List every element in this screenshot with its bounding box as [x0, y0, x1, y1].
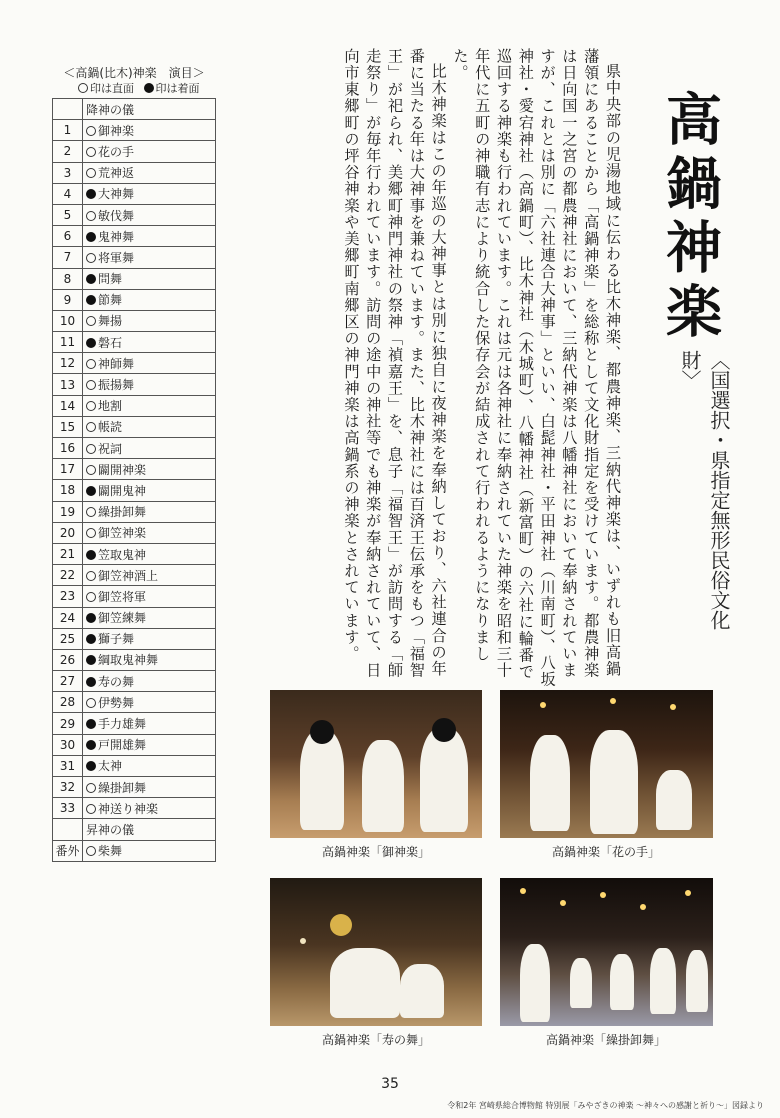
- table-row: [53, 183, 216, 204]
- photo-kotobuki-no-mai: [270, 878, 482, 1026]
- table-item-name: 御笠練舞: [98, 611, 147, 626]
- table-item-name: 帳読: [98, 420, 123, 435]
- table-name-cell: [83, 671, 216, 692]
- open-circle-icon: [86, 168, 96, 178]
- filled-circle-icon: [86, 295, 96, 305]
- table-num-cell: 6: [53, 226, 83, 247]
- table-num-cell: 31: [53, 755, 83, 776]
- table-name-cell: [83, 628, 216, 649]
- body-paragraph-2: 比木神楽はこの年巡の大神事とは別に独自に夜神楽を奉納しており、六社連合の年番に当たる年は大神事を兼ねています。また、比木神社には百済王伝承をもつ「福智王」が祀られ、美郷町神門神社の祭神「禎嘉王」を、息子「福智王」が訪問する「師走祭り」が毎年行われています。訪問の途中の神社等でも神楽が奉納されていて、日向市東郷町の坪谷神楽や美郷町南郷区の神門神楽は高鍋系の神楽とされています。: [342, 48, 448, 679]
- table-row: [53, 353, 216, 374]
- table-name-cell: [83, 162, 216, 183]
- table-name-cell: [83, 480, 216, 501]
- open-circle-icon: [86, 783, 96, 793]
- table-item-name: 寿の舞: [98, 674, 135, 689]
- table-row: [53, 416, 216, 437]
- table-row: [53, 607, 216, 628]
- table-row: [53, 395, 216, 416]
- table-num-cell: 18: [53, 480, 83, 501]
- photo-caption-4: 高鍋神楽「繰掛卸舞」: [545, 1033, 666, 1047]
- table-row: [53, 501, 216, 522]
- table-row: [53, 247, 216, 268]
- table-num-cell: 26: [53, 649, 83, 670]
- open-circle-icon: [86, 592, 96, 602]
- photo-hana-no-te: [500, 690, 713, 838]
- table-item-name: 闢開神楽: [98, 462, 147, 477]
- table-row: [53, 162, 216, 183]
- table-name-cell: [83, 459, 216, 480]
- table-num-cell: 9: [53, 289, 83, 310]
- table-name-cell: [83, 141, 216, 162]
- photo-kurikake-oroshi-mai: [500, 878, 713, 1026]
- table-name-cell: [83, 416, 216, 437]
- table-section-label: 昇神の儀: [83, 819, 216, 840]
- table-item-name: 神送り神楽: [98, 801, 159, 816]
- open-circle-icon: [86, 147, 96, 157]
- table-name-cell: [83, 586, 216, 607]
- open-circle-icon: [86, 571, 96, 581]
- table-row: [53, 798, 216, 819]
- table-row: [53, 628, 216, 649]
- table-name-cell: [83, 565, 216, 586]
- table-item-name: 御笠神酒上: [98, 568, 159, 583]
- table-num-cell: 8: [53, 268, 83, 289]
- open-circle-icon: [86, 380, 96, 390]
- table-row: [53, 734, 216, 755]
- table-num-cell: 28: [53, 692, 83, 713]
- table-name-cell: [83, 332, 216, 353]
- open-circle-icon: [78, 83, 88, 93]
- table-num-cell: 4: [53, 183, 83, 204]
- table-caption: [52, 66, 216, 96]
- table-num-cell: 13: [53, 374, 83, 395]
- program-table: [52, 98, 216, 862]
- table-row: [53, 671, 216, 692]
- table-item-name: 問舞: [98, 272, 123, 287]
- table-item-name: 御笠将軍: [98, 589, 147, 604]
- table-row: [53, 120, 216, 141]
- open-circle-icon: [86, 846, 96, 856]
- filled-circle-icon: [86, 740, 96, 750]
- table-name-cell: [83, 120, 216, 141]
- table-num-cell: 17: [53, 459, 83, 480]
- filled-circle-icon: [86, 232, 96, 242]
- table-name-cell: [83, 734, 216, 755]
- table-row: [53, 522, 216, 543]
- table-num-cell: 22: [53, 565, 83, 586]
- open-circle-icon: [86, 444, 96, 454]
- table-num-cell: 19: [53, 501, 83, 522]
- table-item-name: 獅子舞: [98, 632, 135, 647]
- table-num-cell: [53, 99, 83, 120]
- table-row: [53, 310, 216, 331]
- table-item-name: 太神: [98, 759, 123, 774]
- open-circle-icon: [86, 698, 96, 708]
- table-num-cell: 27: [53, 671, 83, 692]
- table-title: ＜高鍋(比木)神楽 演目＞: [63, 66, 205, 80]
- table-num-cell: 21: [53, 543, 83, 564]
- table-num-cell: 1: [53, 120, 83, 141]
- table-row: [53, 543, 216, 564]
- photo-caption-1: 高鍋神楽「御神楽」: [321, 845, 430, 859]
- table-num-cell: 5: [53, 204, 83, 225]
- table-name-cell: [83, 777, 216, 798]
- photo-mikagura: [270, 690, 482, 838]
- table-section-row: [53, 99, 216, 120]
- table-name-cell: [83, 353, 216, 374]
- table-name-cell: [83, 713, 216, 734]
- table-num-cell: [53, 819, 83, 840]
- table-name-cell: [83, 310, 216, 331]
- filled-circle-icon: [86, 761, 96, 771]
- table-num-cell: 23: [53, 586, 83, 607]
- filled-circle-icon: [86, 634, 96, 644]
- table-row: [53, 777, 216, 798]
- table-name-cell: [83, 268, 216, 289]
- table-item-name: 笠取鬼神: [98, 547, 147, 562]
- table-item-name: 伊勢舞: [98, 695, 135, 710]
- table-row: [53, 565, 216, 586]
- table-name-cell: [83, 204, 216, 225]
- table-item-name: 花の手: [98, 144, 135, 159]
- open-circle-icon: [86, 465, 96, 475]
- filled-circle-icon: [86, 189, 96, 199]
- open-circle-icon: [86, 316, 96, 326]
- table-section-row: [53, 819, 216, 840]
- table-name-cell: [83, 692, 216, 713]
- body-text: [228, 48, 623, 688]
- body-paragraph-1: 県中央部の児湯地域に伝わる比木神楽、都農神楽、三納代神楽は、いずれも旧高鍋藩領にあることから「高鍋神楽」を総称として文化財指定を受けています。都農神楽は日向国一之宮の都農神社において、三納代神楽は八幡神社において奉納されていますが、これとは別に「六社連合大神事」といい、白髭神社・平田神社（川南町）、八坂神社・愛宕神社（高鍋町）、比木神社（木城町）、八幡神社（新富町）の六社に輪番で巡回する神楽も行われています。これは元は各神社に奉納されていた神楽を昭和三十年代に五町の神職有志により統合した保存会が結成されて行われるようになりました。: [451, 48, 622, 688]
- filled-circle-icon: [86, 677, 96, 687]
- open-circle-icon: [86, 126, 96, 136]
- table-item-name: 将軍舞: [98, 250, 135, 265]
- table-name-cell: [83, 607, 216, 628]
- table-name-cell: [83, 438, 216, 459]
- table-num-cell: 33: [53, 798, 83, 819]
- table-item-name: 綱取鬼神舞: [98, 653, 159, 668]
- filled-circle-icon: [86, 550, 96, 560]
- table-item-name: 大神舞: [98, 187, 135, 202]
- photo-caption-2: 高鍋神楽「花の手」: [551, 845, 660, 859]
- table-item-name: 振揚舞: [98, 378, 135, 393]
- table-name-cell: [83, 183, 216, 204]
- table-row: [53, 141, 216, 162]
- page-subtitle: 〈国選択・県指定無形民俗文化財〉: [678, 350, 731, 630]
- table-num-cell: 7: [53, 247, 83, 268]
- table-row: [53, 374, 216, 395]
- table-item-name: 戸開雄舞: [98, 738, 147, 753]
- table-row: [53, 438, 216, 459]
- table-row: [53, 226, 216, 247]
- open-circle-icon: [86, 804, 96, 814]
- table-item-name: 祝詞: [98, 441, 123, 456]
- table-section-label: 降神の儀: [83, 99, 216, 120]
- table-row: [53, 586, 216, 607]
- table-num-cell: 番外: [53, 840, 83, 861]
- table-num-cell: 16: [53, 438, 83, 459]
- table-item-name: 御笠神楽: [98, 526, 147, 541]
- table-item-name: 闢開鬼神: [98, 483, 147, 498]
- table-row: [53, 480, 216, 501]
- table-num-cell: 3: [53, 162, 83, 183]
- table-num-cell: 12: [53, 353, 83, 374]
- table-row: [53, 840, 216, 861]
- filled-circle-icon: [86, 655, 96, 665]
- table-row: [53, 649, 216, 670]
- page-number: 35: [381, 1076, 399, 1092]
- table-name-cell: [83, 840, 216, 861]
- filled-circle-icon: [86, 338, 96, 348]
- table-item-name: 御神楽: [98, 123, 135, 138]
- table-num-cell: 32: [53, 777, 83, 798]
- table-num-cell: 14: [53, 395, 83, 416]
- table-name-cell: [83, 755, 216, 776]
- filled-circle-icon: [86, 613, 96, 623]
- filled-circle-icon: [144, 83, 154, 93]
- table-item-name: 節舞: [98, 293, 123, 308]
- table-num-cell: 10: [53, 310, 83, 331]
- table-item-name: 手力雄舞: [98, 717, 147, 732]
- table-name-cell: [83, 374, 216, 395]
- open-circle-icon: [86, 507, 96, 517]
- table-item-name: 繰掛卸舞: [98, 505, 147, 520]
- table-num-cell: 2: [53, 141, 83, 162]
- table-item-name: 神師舞: [98, 356, 135, 371]
- table-num-cell: 25: [53, 628, 83, 649]
- table-row: [53, 692, 216, 713]
- table-item-name: 地割: [98, 399, 123, 414]
- table-num-cell: 24: [53, 607, 83, 628]
- filled-circle-icon: [86, 486, 96, 496]
- table-legend: 印は直面 印は着面: [52, 81, 216, 96]
- table-name-cell: [83, 649, 216, 670]
- table-row: [53, 332, 216, 353]
- table-name-cell: [83, 522, 216, 543]
- table-item-name: 舞揚: [98, 314, 123, 329]
- table-item-name: 荒神返: [98, 166, 135, 181]
- page-title: 高鍋神楽: [657, 90, 723, 346]
- table-row: [53, 268, 216, 289]
- open-circle-icon: [86, 359, 96, 369]
- table-name-cell: [83, 501, 216, 522]
- table-item-name: 柴舞: [98, 844, 123, 859]
- table-item-name: 鬼神舞: [98, 229, 135, 244]
- table-name-cell: [83, 798, 216, 819]
- table-num-cell: 30: [53, 734, 83, 755]
- table-item-name: 敏伐舞: [98, 208, 135, 223]
- open-circle-icon: [86, 528, 96, 538]
- table-name-cell: [83, 247, 216, 268]
- filled-circle-icon: [86, 719, 96, 729]
- table-name-cell: [83, 395, 216, 416]
- open-circle-icon: [86, 401, 96, 411]
- table-num-cell: 29: [53, 713, 83, 734]
- filled-circle-icon: [86, 274, 96, 284]
- table-item-name: 磐石: [98, 335, 123, 350]
- open-circle-icon: [86, 253, 96, 263]
- footer-credit: 令和2年 宮崎県総合博物館 特別展「みやざきの神楽 ～神々への感謝と祈り～」図録より: [447, 1101, 764, 1110]
- table-row: [53, 204, 216, 225]
- table-num-cell: 15: [53, 416, 83, 437]
- table-num-cell: 20: [53, 522, 83, 543]
- table-row: [53, 289, 216, 310]
- photo-caption-3: 高鍋神楽「寿の舞」: [321, 1033, 430, 1047]
- table-num-cell: 11: [53, 332, 83, 353]
- open-circle-icon: [86, 211, 96, 221]
- table-row: [53, 459, 216, 480]
- table-name-cell: [83, 543, 216, 564]
- table-name-cell: [83, 226, 216, 247]
- open-circle-icon: [86, 422, 96, 432]
- table-item-name: 繰掛卸舞: [98, 780, 147, 795]
- table-name-cell: [83, 289, 216, 310]
- table-row: [53, 755, 216, 776]
- table-row: [53, 713, 216, 734]
